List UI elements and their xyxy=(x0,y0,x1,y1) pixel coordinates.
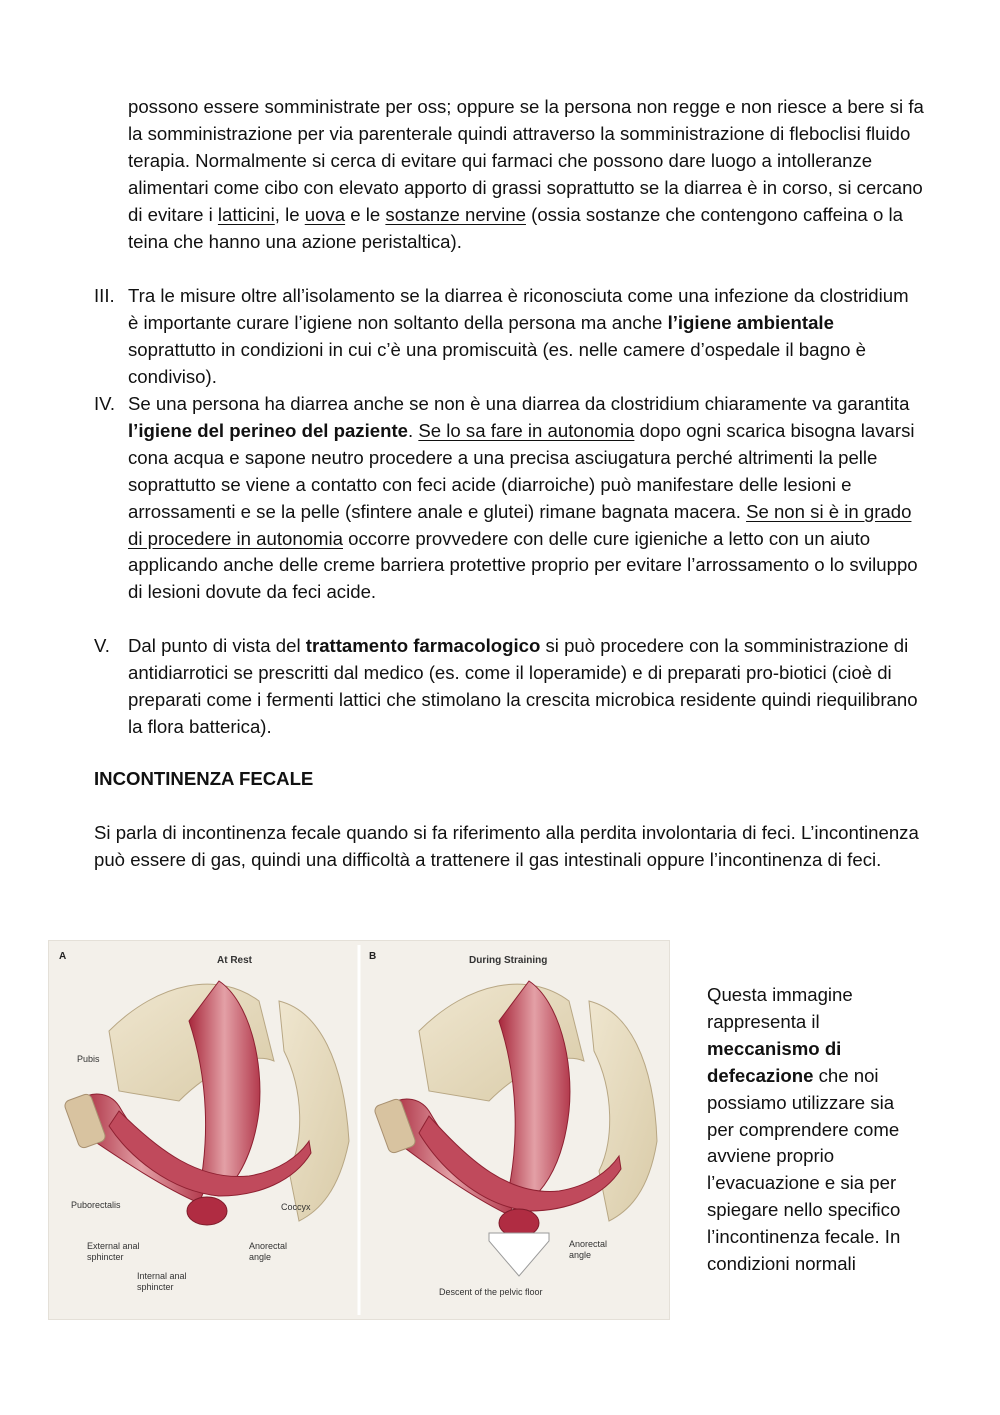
underlined-latticini: latticini xyxy=(217,203,275,225)
label-external-anal-sphincter: External anal sphincter xyxy=(87,1241,140,1262)
label-coccyx: Coccyx xyxy=(281,1202,311,1212)
figure-caption-text: Questa immagine rappresenta il meccanismo di defecazione che noi possiamo utilizzare sia per comprendere come avviene proprio l’evacuazione e sia per spiegare nello specifico l’incontinenza fecale. In condizioni normali xyxy=(707,984,901,1275)
label-pubis: Pubis xyxy=(77,1054,100,1064)
defecation-mechanism-figure xyxy=(48,940,670,1320)
list-number: V. xyxy=(94,635,110,656)
list-number: III. xyxy=(94,285,115,306)
label-anorectal-angle-b: Anorectal angle xyxy=(569,1239,608,1260)
label-descent-pelvic-floor: Descent of the pelvic floor xyxy=(439,1287,543,1297)
panel-a-title: At Rest xyxy=(217,955,253,966)
panel-b-title: During Straining xyxy=(469,955,548,966)
label-internal-anal-sphincter: Internal anal sphincter xyxy=(137,1271,187,1292)
underlined-sostanze-nervine: sostanze nervine xyxy=(385,203,526,225)
list-number: IV. xyxy=(94,393,116,414)
label-puborectalis: Puborectalis xyxy=(71,1200,121,1210)
intro-paragraph: Si parla di incontinenza fecale quando si fa riferimento alla perdita involontaria di feci. L’incontinenza può essere di gas, quindi una difficoltà a trattenere il gas intestinali oppure l’incontinenza di feci. xyxy=(94,822,919,870)
list-text: Se una persona ha diarrea anche se non è una diarrea da clostridium chiaramente va garantita l’igiene del perineo del paziente. Se lo sa fare in autonomia dopo ogni scarica bisogna lavarsi cona acqua e sapone neutro procedere a una precisa asciugatura perché altrimenti la pelle soprattutto se viene a contatto con feci acide (diarroiche) può manifestare delle lesioni e arrossamenti e se la pelle (sfintere anale e glutei) rimane bagnata macera. Se non si è in grado di procedere in autonomia occorre provvedere con delle cure igieniche a letto con un aiuto applicando anche delle creme barriera protettive proprio per evitare l’arrossamento o lo sviluppo di lesioni dovute da feci acide. xyxy=(128,393,918,603)
list-text: Tra le misure oltre all’isolamento se la diarrea è riconosciuta come una infezione da clostridium è importante curare l’igiene non soltanto della persona ma anche l’igiene ambientale soprattutto in condizioni in cui c’è una promiscuità (es. nelle camere d’ospedale il bagno è condiviso). xyxy=(128,285,909,387)
underlined-uova: uova xyxy=(304,203,346,225)
panel-b-letter: B xyxy=(369,951,377,962)
continuation-paragraph: possono essere somministrate per oss; oppure se la persona non regge e non riesce a bere si fa la somministrazione per via parenterale quindi attraverso la somministrazione di fleboclisi fluido terapia. Normalmente si cerca di evitare qui farmaci che possono dare luogo a intolleranze alimentari come cibo con elevato apporto di grassi soprattutto se la diarrea è in corso, si cercano di evitare i latticini, le uova e le sostanze nervine (ossia sostanze che contengono caffeina o la teina che hanno una azione peristaltica). xyxy=(128,96,924,252)
list-text: Dal punto di vista del trattamento farmacologico si può procedere con la somministrazione di antidiarrotici se prescritti dal medico (es. come il loperamide) e di preparati pro-biotici (cioè di preparati come i fermenti lattici che stimolano la crescita microbica residente quindi riequilibrano la flora batterica). xyxy=(128,635,918,737)
panel-a-letter: A xyxy=(59,951,67,962)
section-heading: INCONTINENZA FECALE xyxy=(94,768,314,789)
label-anorectal-angle-a: Anorectal angle xyxy=(249,1241,288,1262)
